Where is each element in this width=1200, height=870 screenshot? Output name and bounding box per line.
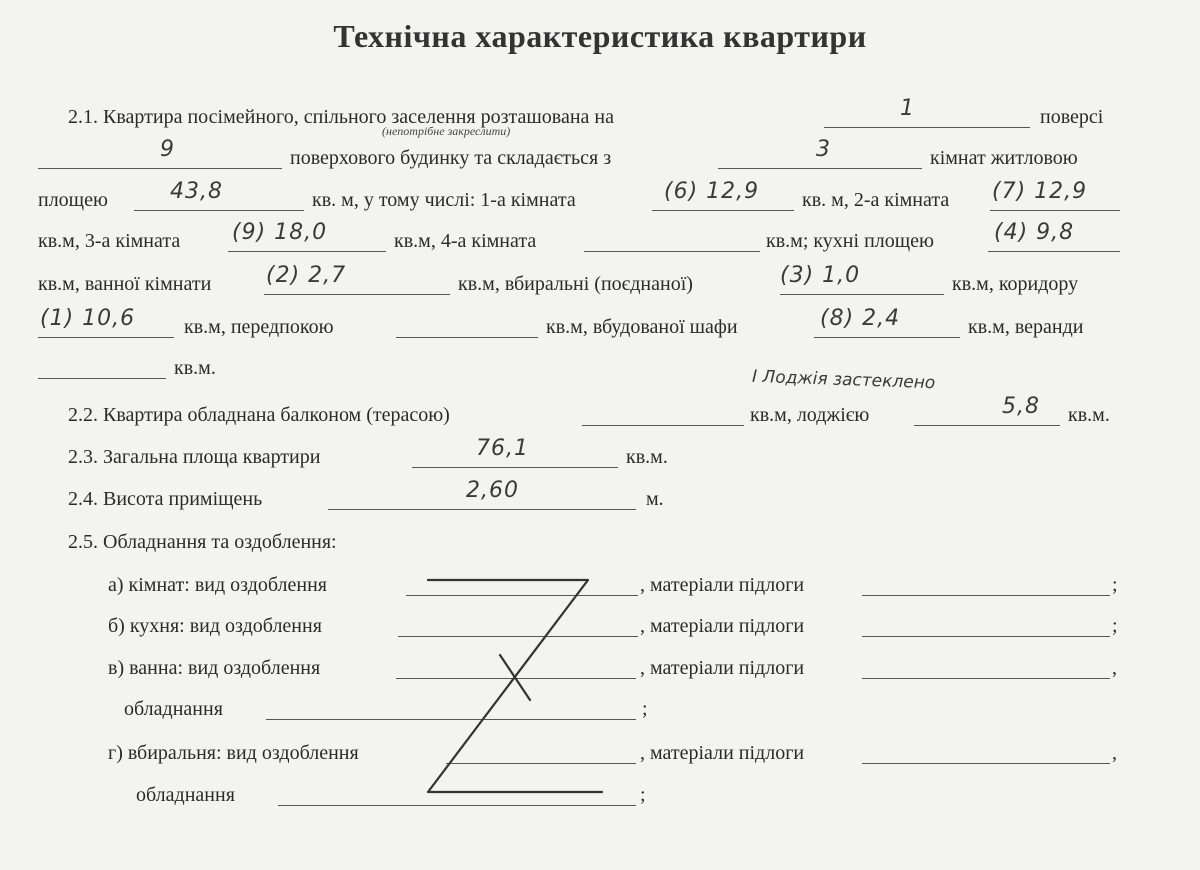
rooms-text: кімнат житловою <box>930 147 1078 169</box>
room3-text: кв.м, 3-а кімната <box>38 230 181 252</box>
s25-text: 2.5. Обладнання та оздоблення: <box>68 531 337 553</box>
s24-text: 2.4. Висота приміщень <box>68 488 263 510</box>
room4-text: кв.м, 4-а кімната <box>394 230 537 252</box>
floor-value: 1 <box>900 96 915 121</box>
a-text: а) кімнат: вид оздоблення <box>108 574 328 596</box>
g-comma: , <box>1112 742 1117 764</box>
g-equip-text: обладнання <box>136 784 235 806</box>
g-equip-semi: ; <box>640 784 646 806</box>
v-equip-text: обладнання <box>124 698 223 720</box>
wc-text: кв.м, вбиральні (поєднаної) <box>458 273 693 295</box>
s23-unit: кв.м. <box>626 446 668 468</box>
hall-text: кв.м, передпокою <box>184 316 334 338</box>
s21-intro: 2.1. Квартира посімейного, спільного заселення розташована на <box>68 106 614 128</box>
g-floor-text: , матеріали підлоги <box>640 742 805 764</box>
room1-value: (6) 12,9 <box>664 179 760 204</box>
room2-value: (7) 12,9 <box>992 179 1088 204</box>
s22-unit: кв.м. <box>1068 404 1110 426</box>
s23-text: 2.3. Загальна площа квартири <box>68 446 321 468</box>
corridor-text: кв.м, коридору <box>952 273 1079 295</box>
room2-text: кв. м, 2-а кімната <box>802 189 950 211</box>
height-value: 2,60 <box>466 478 519 503</box>
v-text: в) ванна: вид оздоблення <box>108 657 321 679</box>
kitchen-value: (4) 9,8 <box>994 220 1075 245</box>
floor-label: поверсі <box>1040 106 1104 128</box>
s24-unit: м. <box>646 488 664 510</box>
living-area-value: 43,8 <box>170 179 223 204</box>
v-equip-semi: ; <box>642 698 648 720</box>
bath-value: (2) 2,7 <box>266 263 347 288</box>
room3-value: (9) 18,0 <box>232 220 328 245</box>
b-text: б) кухня: вид оздоблення <box>108 615 322 637</box>
loggia-handnote: I Лоджія застеклено <box>751 366 936 394</box>
b-floor-text: , матеріали підлоги <box>640 615 805 637</box>
v-floor-text: , матеріали підлоги <box>640 657 805 679</box>
b-semi: ; <box>1112 615 1118 637</box>
strike-note: (непотрібне закреслити) <box>382 124 511 138</box>
v-comma: , <box>1112 657 1117 679</box>
a-semi: ; <box>1112 574 1118 596</box>
wc-value: (3) 1,0 <box>780 263 861 288</box>
a-floor-text: , матеріали підлоги <box>640 574 805 596</box>
loggia-text: кв.м, лоджією <box>750 404 870 426</box>
s22-text: 2.2. Квартира обладнана балконом (терасою) <box>68 404 450 426</box>
closet-text: кв.м, вбудованої шафи <box>546 316 738 338</box>
bath-text: кв.м, ванної кімнати <box>38 273 212 295</box>
rooms-value: 3 <box>816 137 831 162</box>
kitchen-text: кв.м; кухні площею <box>766 230 934 252</box>
corridor-value: (1) 10,6 <box>40 306 136 331</box>
closet-value: (8) 2,4 <box>820 306 901 331</box>
storeys-text: поверхового будинку та складається з <box>290 147 612 169</box>
area-label: площею <box>38 189 108 211</box>
incl-text: кв. м, у тому числі: 1-а кімната <box>312 189 576 211</box>
storeys-value: 9 <box>160 137 175 162</box>
g-text: г) вбиральня: вид оздоблення <box>108 742 359 764</box>
total-area-value: 76,1 <box>476 436 529 461</box>
loggia-value: 5,8 <box>1002 394 1040 419</box>
veranda-text: кв.м, веранди <box>968 316 1084 338</box>
page-title: Технічна характеристика квартири <box>333 18 867 54</box>
end-unit: кв.м. <box>174 357 216 379</box>
